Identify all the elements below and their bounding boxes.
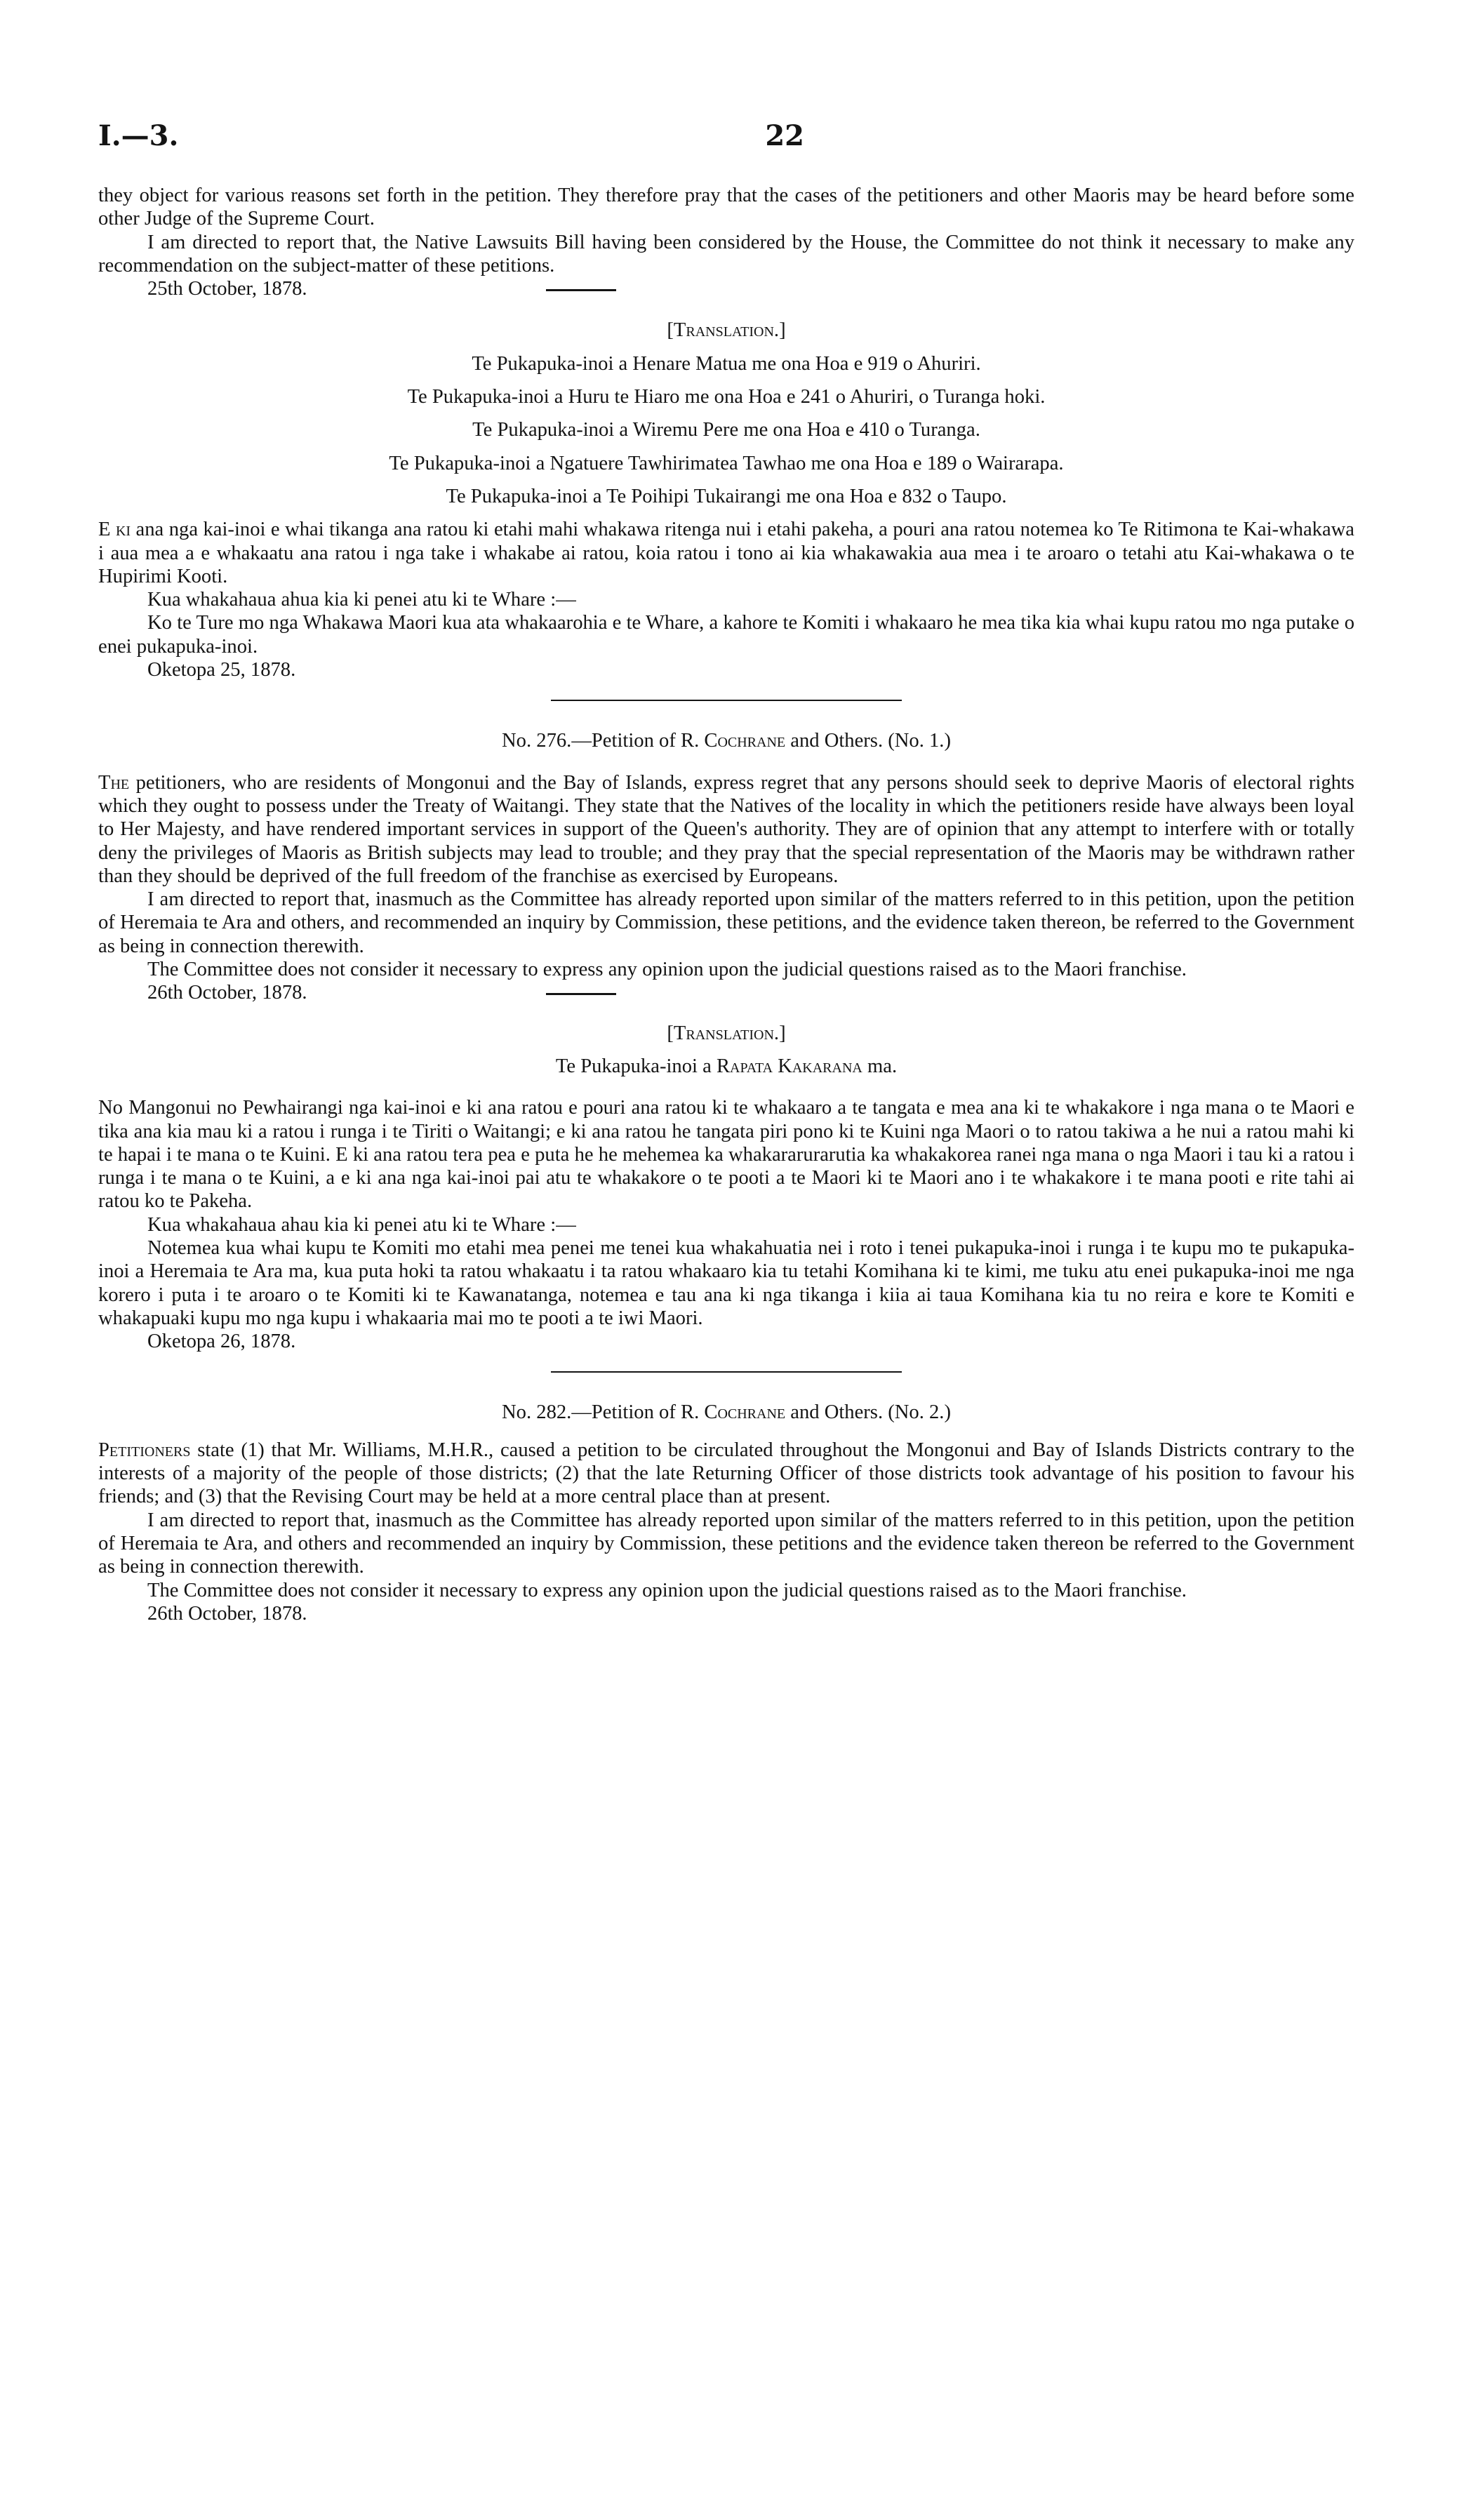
title-suffix: ma.: [862, 1055, 898, 1077]
petitioner-name: R. Cochrane: [681, 1401, 786, 1424]
short-divider: [546, 289, 616, 291]
heading-prefix: No. 276.—Petition of: [502, 730, 681, 752]
translation-title-line: Te Pukapuka-inoi a Ngatuere Tawhirimatea Tawhao me ona Hoa e 189 o Wairarapa.: [389, 452, 1064, 474]
translation-2-date: Oketopa 26, 1878.: [147, 1331, 296, 1353]
section-divider: [551, 1371, 902, 1373]
petition-276-heading: [98, 729, 1354, 752]
dropcap: The: [98, 771, 130, 794]
heading-suffix: and Others. (No. 1.): [785, 730, 951, 752]
petition-282-heading: [98, 1401, 1354, 1424]
dropcap: E ki: [98, 519, 131, 541]
intro-report: I am directed to report that, the Native Lawsuits Bill having been considered by the House, the Committee do not think it necessary to make any recommendation on the subject-matter of these petitions.: [98, 231, 1354, 276]
petition-282-opinion: The Committee does not consider it necessary to express any opinion upon the judicial questions raised as to the Maori franchise.: [147, 1579, 1187, 1601]
translation-title-line: Te Pukapuka-inoi a Wiremu Pere me ona Hoa e 410 o Turanga.: [472, 419, 980, 441]
translation-2-intro-line: Kua whakahaua ahau kia ki penei atu ki te Whare :—: [147, 1213, 576, 1236]
translation-1-report: Ko te Ture mo nga Whakawa Maori kua ata whakaarohia e te Whare, a kahore te Komiti i whakaaro he mea tika kia whai kupu ratou mo nga putake o enei pukapuka-inoi.: [98, 612, 1354, 658]
intro-continuation: they object for various reasons set forth in the petition. They therefore pray that the cases of the petitioners and other Maoris may be heard before some other Judge of the Supreme Court.: [98, 185, 1354, 230]
page-number: 22: [765, 119, 804, 152]
petition-276-report: I am directed to report that, inasmuch as the Committee has already reported upon similar of the matters referred to in this petition, upon the petition of Heremaia te Ara and others, and recommended an inquiry by Commission, these petitions, and the evidence taken thereon, be referred to the Government as being in connection therewith.: [98, 888, 1354, 957]
petition-276-date: 26th October, 1878.: [147, 982, 307, 1004]
section-divider: [551, 700, 902, 701]
translation-1-date: Oketopa 25, 1878.: [147, 659, 296, 681]
body-text: petitioners, who are residents of Mongonui and the Bay of Islands, express regret that any persons should seek to deprive Maoris of electoral rights which they ought to possess under the Treaty of Waitangi. They state that the Natives of the locality in which the petitioners reside have always been loyal to Her Majesty, and have rendered important services in support of the Queen's authority. They are of opinion that any attempt to interfere with or totally deny the privileges of Maoris as British subjects may lead to trouble; and they pray that the special representation of the Maoris may be withdrawn rather than they should be deprived of the full freedom of the franchise as exercised by Europeans.: [98, 771, 1354, 887]
translation-2-body: No Mangonui no Pewhairangi nga kai-inoi e ki ana ratou e pouri ana ratou ki te whakaaro a te tangata e mea ana ki te whakakore i nga mana o te Maori e tika ana kia mau ki a ratou i runga i te Tiriti o Waitangi; e ki ana ratou he tangata piri pono ki te Kuini nga Maori o to ratou takiwa a he nui a ratou mahi ki te hapai i te mana o te Kuini. E ki ana ratou tera pea e puta he he mehemea ka whakararurarutia ka whakakorea ranei nga mana o nga Maori i tau ki a ratou i runga i te mana o te Kuini, a e ki ana nga kai-inoi pai atu te whakakore o te pooti a te Maori ki te Maori ano i te whakakore i te mana pooti e rite tahi ai ratou ko te Pakeha.: [98, 1097, 1354, 1213]
page-content: [98, 184, 1354, 1625]
short-divider: [546, 993, 616, 995]
heading-suffix: and Others. (No. 2.): [785, 1401, 951, 1424]
translation-2-title: [98, 1055, 1354, 1078]
intro-date: 25th October, 1878.: [147, 278, 307, 300]
translation-2-report: Notemea kua whai kupu te Komiti mo etahi mea penei me tenei kua whakahuatia nei i roto i tenei pukapuka-inoi i runga i te kupu mo te pukapuka-inoi a Heremaia te Ara ma, kua puta hoki ta ratou whakaatu i ta ratou whakaaro kia tu tetahi Komihana ki te kimi, me tuku atu enei pukapuka-inoi me nga korero i puta i te aroaro o te Komiti ki te Kawanatanga, notemea e tau ana ki nga tikanga i kiia ai taua Komihana kia tu no reira e kore te Komiti e whakapuaki kupu mo nga kupu i whakaaria mai mo te pooti a te iwi Maori.: [98, 1236, 1354, 1329]
petition-276-date-line: [98, 981, 1354, 1004]
body-text: ana nga kai-inoi e whai tikanga ana ratou ki etahi mahi whakawa ritenga nui i etahi pakeha, a pouri ana ratou notemea ko Te Ritimona te Kai-whakawa i aua mea a e whakaatu ana ratou i nga take i whakabe ai ratou, koia ratou i tono ai kia whakawakia aua mea i te aroaro o tetahi atu Kai-whakawa o te Hupirimi Kooti.: [98, 519, 1354, 587]
petition-276-body: [98, 771, 1354, 888]
parliamentary-paper-reference: I.—3.: [98, 119, 179, 152]
translation-title-line: Te Pukapuka-inoi a Huru te Hiaro me ona Hoa e 241 o Ahuriri, o Turanga hoki.: [407, 386, 1046, 408]
petitioner-name: Rapata Kakarana: [716, 1055, 862, 1077]
body-text: state (1) that Mr. Williams, M.H.R., caused a petition to be circulated throughout the Mongonui and Bay of Islands Districts contrary to the interests of a majority of the people of those districts; (2) that the late Returning Officer of those districts took advantage of his position to favour his friends; and (3) that the Revising Court may be held at a more central place than at present.: [98, 1439, 1354, 1508]
title-prefix: Te Pukapuka-inoi a: [555, 1055, 717, 1077]
intro-date-line: [98, 277, 1354, 300]
translation-title-line: Te Pukapuka-inoi a Te Poihipi Tukairangi me ona Hoa e 832 o Taupo.: [446, 485, 1007, 507]
petition-282-date: 26th October, 1878.: [147, 1602, 307, 1625]
document-page: [98, 0, 1354, 2520]
petition-282-body: [98, 1439, 1354, 1509]
translation-1-body: [98, 518, 1354, 588]
dropcap: Petitioners: [98, 1439, 191, 1461]
page-header: [98, 119, 1354, 154]
petition-282-report: I am directed to report that, inasmuch as the Committee has already reported upon similar of the matters referred to in this petition, upon the petition of Heremaia te Ara, and others and recommended an inquiry by Commission, these petitions and the evidence taken thereon be referred to the Government as being in connection therewith.: [98, 1509, 1354, 1578]
translation-1-intro-line: Kua whakahaua ahua kia ki penei atu ki te Whare :—: [147, 589, 576, 611]
translation-title-line: Te Pukapuka-inoi a Henare Matua me ona Hoa e 919 o Ahuriri.: [472, 352, 981, 375]
petitioner-name: R. Cochrane: [681, 730, 786, 752]
translation-label-2: [Translation.]: [667, 1022, 786, 1044]
heading-prefix: No. 282.—Petition of: [502, 1401, 681, 1424]
petition-276-opinion: The Committee does not consider it necessary to express any opinion upon the judicial questions raised as to the Maori franchise.: [147, 959, 1187, 981]
translation-label-1: [Translation.]: [667, 319, 786, 342]
